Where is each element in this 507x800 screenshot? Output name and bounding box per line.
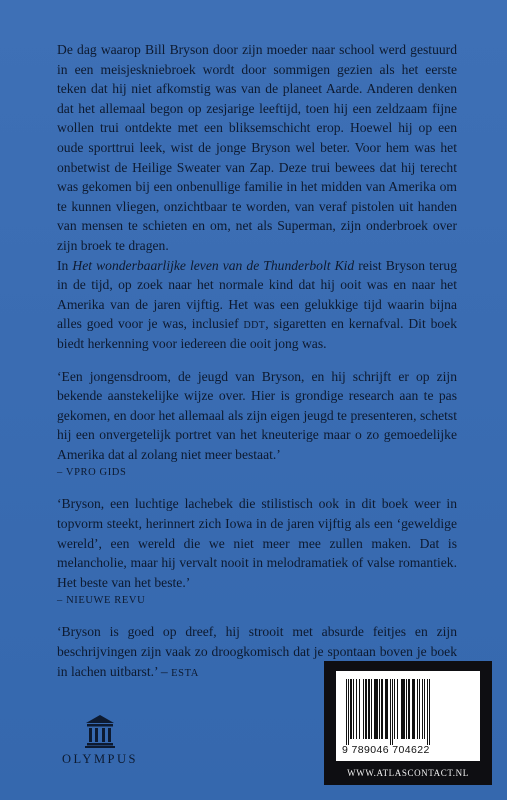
- publisher-url: WWW.ATLASCONTACT.NL: [347, 768, 469, 778]
- barcode-bar: [406, 679, 407, 739]
- barcode-bar: [363, 679, 364, 739]
- publisher-name: OLYMPUS: [62, 752, 138, 766]
- barcode-bar: [359, 679, 360, 739]
- isbn-number: 9 789046 704622: [342, 744, 430, 756]
- blurb-p2-suffix: , sigaretten en kernafval. Dit boek biedt herkenning voor iedereen die ooit jong was.: [57, 316, 457, 351]
- book-title: Het wonderbaarlijke leven van de Thunderbolt Kid: [72, 257, 355, 273]
- barcode-bar: [392, 679, 393, 745]
- barcode-bar: [417, 679, 418, 739]
- review-source-3: ESTA: [171, 667, 199, 679]
- barcode-bar: [412, 679, 414, 739]
- barcode-bar: [394, 679, 395, 739]
- review-source-2: – NIEUWE REVU: [57, 595, 146, 607]
- temple-icon: [85, 714, 115, 748]
- barcode-bar: [401, 679, 403, 739]
- barcode-panel: [324, 661, 492, 785]
- barcode-bar: [397, 679, 398, 739]
- barcode-bar: [403, 679, 405, 739]
- barcode-bars: [344, 679, 472, 745]
- barcode-bar: [427, 679, 428, 745]
- barcode-bar: [350, 679, 352, 739]
- blurb-ddt: ddt: [243, 316, 266, 332]
- barcode-bar: [390, 679, 391, 745]
- review-quote-1: ‘Een jongensdroom, de jeugd van Bryson, en hij schrijft er op zijn bekende aanstekelijke wijze over. Hier is grondige research aan te pas gekomen, en door het allemaal als zijn eigen jeugd te presenteren, schetst hij een onvergetelijk portret van het kneuterige maar o zo gemoedelijke Amerika dat al zolang niet meer bestaat.’: [57, 368, 457, 462]
- publisher-logo: [60, 714, 140, 767]
- barcode-bar: [429, 679, 430, 745]
- barcode-bar: [387, 679, 388, 739]
- barcode-bar: [422, 679, 423, 739]
- back-cover-text: [57, 40, 457, 682]
- review-source-1: – VPRO GIDS: [57, 467, 127, 479]
- barcode-bar: [368, 679, 370, 739]
- barcode-bar: [381, 679, 383, 739]
- barcode-bar: [419, 679, 420, 739]
- barcode-bar: [365, 679, 367, 739]
- review-quote-3-text: ‘Bryson is goed op dreef, hij strooit met absurde feitjes en zijn beschrijvingen zijn vaak zo droogkomisch dat je spontaan boven je boek in lachen uitbarst.’ –: [57, 624, 457, 679]
- barcode-bar: [408, 679, 410, 739]
- barcode-bar: [371, 679, 372, 739]
- barcode-bar: [424, 679, 425, 739]
- barcode-bar: [376, 679, 378, 739]
- barcode-bar: [414, 679, 415, 739]
- barcode-bar: [353, 679, 354, 739]
- review-quote-2: ‘Bryson, een luchtige lachebek die stilistisch ook in dit boek weer in topvorm steekt, herinnert zich Iowa in de jaren vijftig als een ‘geweldige wereld’, een wereld die we niet meer mee zullen maken. Dat is melancholie, maar hij vervalt nooit in melodramatiek of valse romantiek. Het beste van het beste.’: [57, 496, 457, 590]
- barcode-bar: [374, 679, 376, 739]
- barcode-bar: [346, 679, 347, 745]
- barcode-bar: [348, 679, 349, 745]
- barcode-bar: [385, 679, 387, 739]
- blurb-paragraph-1: De dag waarop Bill Bryson door zijn moeder naar school werd gestuurd in een meisjeskniebroek wordt door sommigen gezien als het eerste teken dat hij niet afkomstig was van de planeet Aarde. Anderen denken dat het allemaal begon op zesjarige leeftijd, toen hij een zeldzaam fijne wollen trui ontdekte met een bliksemschicht erop. Hoewel hij op een oude sporttrui leek, wist de jonge Bryson wel beter. Voor hem was het onbetwist de Heilige Sweater van Zap. Deze trui bewees dat hij terecht was gekomen bij een onbenullige familie in het midden van Amerika om te kunnen vliegen, onzichtbaar te worden, van veraf pistolen uit handen van mensen te schieten en om, net als Superman, zijn onderbroek over zijn broek te dragen.: [57, 42, 457, 253]
- barcode: [336, 671, 480, 761]
- blurb-paragraph-2: [57, 256, 457, 354]
- blurb-p2-prefix: In: [57, 257, 73, 273]
- barcode-bar: [356, 679, 357, 739]
- blurb-p2-mid: reist Bryson terug in de tijd, op zoek naar het normale kind dat hij ooit was en naar het Amerika van de jaren vijftig. Het was een gelukkige tijd waarin bijna alles goed voor je was, inclusief: [57, 257, 457, 332]
- barcode-bar: [379, 679, 380, 739]
